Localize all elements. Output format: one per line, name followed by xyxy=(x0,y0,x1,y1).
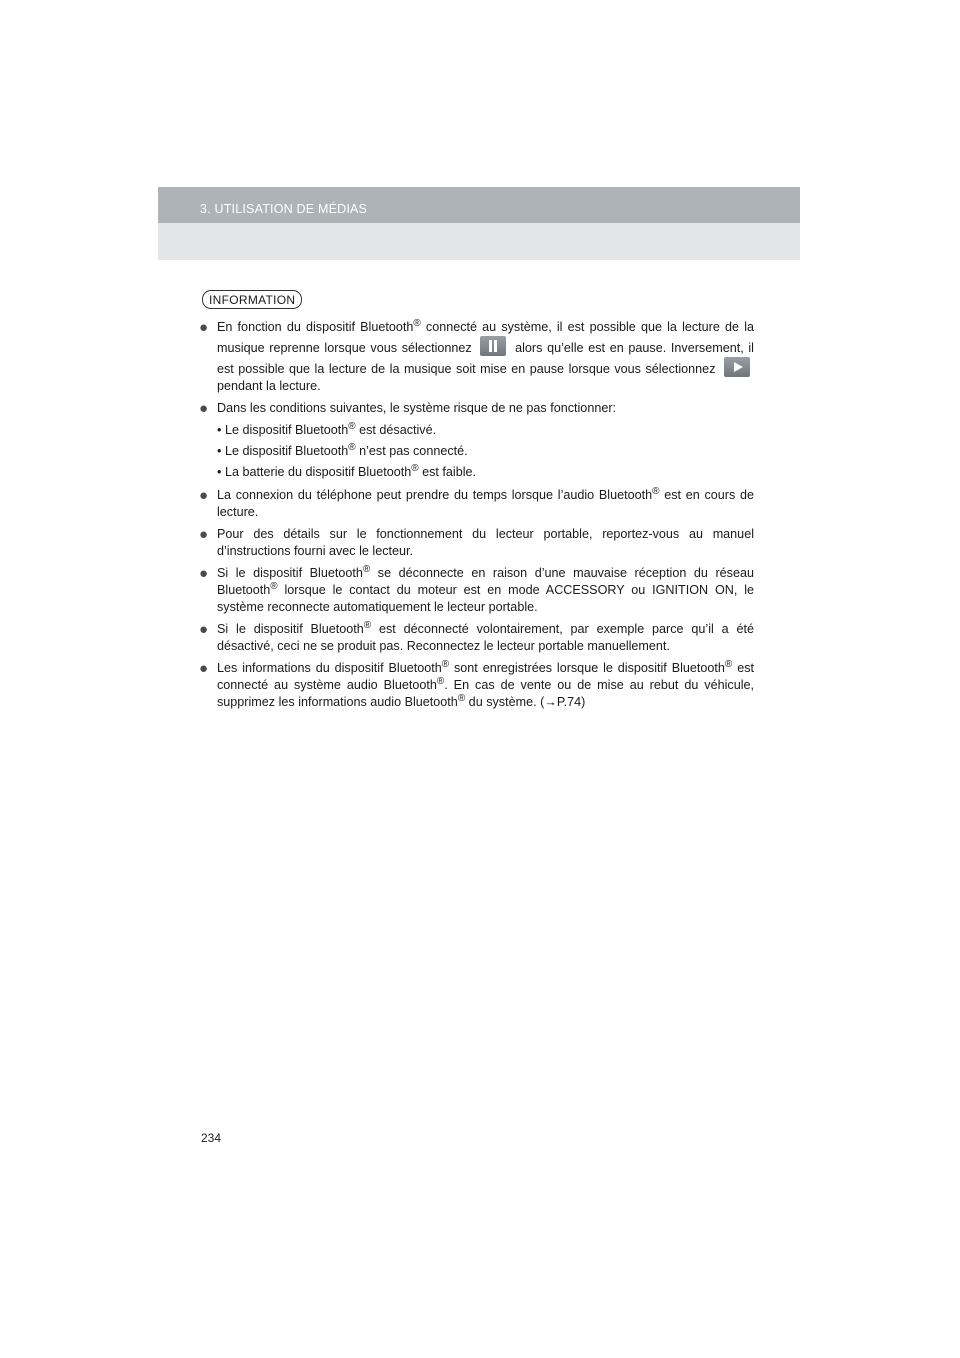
section-header xyxy=(158,187,800,260)
bullet-dot: ● xyxy=(199,660,209,677)
info-bullet-1: ● En fonction du dispositif Bluetooth® connecté au système, il est possible que la lecture de la musique reprenne lorsque vous sélectionnez alors qu’elle est en pause. Inversement, il est possible que la lecture de la musique soit mise en pause lorsque vous sélectionnez pendant la lecture. xyxy=(199,317,755,393)
info-bullet-5: ● Si le dispositif Bluetooth® se déconnecte en raison d’une mauvaise réception du réseau Bluetooth® lorsque le contact du moteur est en mode ACCESSORY ou IGNITION ON, le système reconnecte automatiquement le lecteur portable. xyxy=(199,563,754,614)
bullet-dot: ● xyxy=(199,526,209,543)
information-label: INFORMATION xyxy=(202,290,302,309)
section-header-bar xyxy=(158,187,800,223)
condition-item-1: • Le dispositif Bluetooth® est désactivé. xyxy=(217,420,437,437)
page-reference-link[interactable]: →P.74 xyxy=(544,695,582,709)
play-icon xyxy=(724,357,750,377)
info-bullet-2: ● Dans les conditions suivantes, le système risque de ne pas fonctionner: xyxy=(199,400,617,417)
bullet-dot: ● xyxy=(199,319,209,336)
condition-item-2: • Le dispositif Bluetooth® n’est pas connecté. xyxy=(217,441,468,458)
bullet-dot: ● xyxy=(199,621,209,638)
page-number: 234 xyxy=(201,1131,222,1145)
section-title: 3. UTILISATION DE MÉDIAS xyxy=(200,202,368,216)
info-bullet-3: ● La connexion du téléphone peut prendre du temps lorsque l’audio Bluetooth® est en cours de lecture. xyxy=(199,485,754,519)
info-bullet-6: ● Si le dispositif Bluetooth® est déconnecté volontairement, par exemple parce qu’il a été désactivé, ceci ne se produit pas. Reconnectez le lecteur portable manuellement. xyxy=(199,619,755,653)
information-box xyxy=(199,290,755,716)
bullet-dot: ● xyxy=(199,400,209,417)
info-bullet-7: ● Les informations du dispositif Bluetooth® sont enregistrées lorsque le dispositif Bluetooth® est connecté au système audio Bluetooth®. En cas de vente ou de mise au rebut du véhicule, supprimez les informations audio Bluetooth® du système. (→P.74) xyxy=(199,658,754,709)
bullet-dot: ● xyxy=(199,487,209,504)
bullet-dot: ● xyxy=(199,565,209,582)
pause-icon xyxy=(480,336,506,356)
info-bullet-4: ● Pour des détails sur le fonctionnement du lecteur portable, reportez-vous au manuel d’instructions fourni avec le lecteur. xyxy=(199,526,754,558)
condition-item-3: • La batterie du dispositif Bluetooth® est faible. xyxy=(217,462,477,479)
